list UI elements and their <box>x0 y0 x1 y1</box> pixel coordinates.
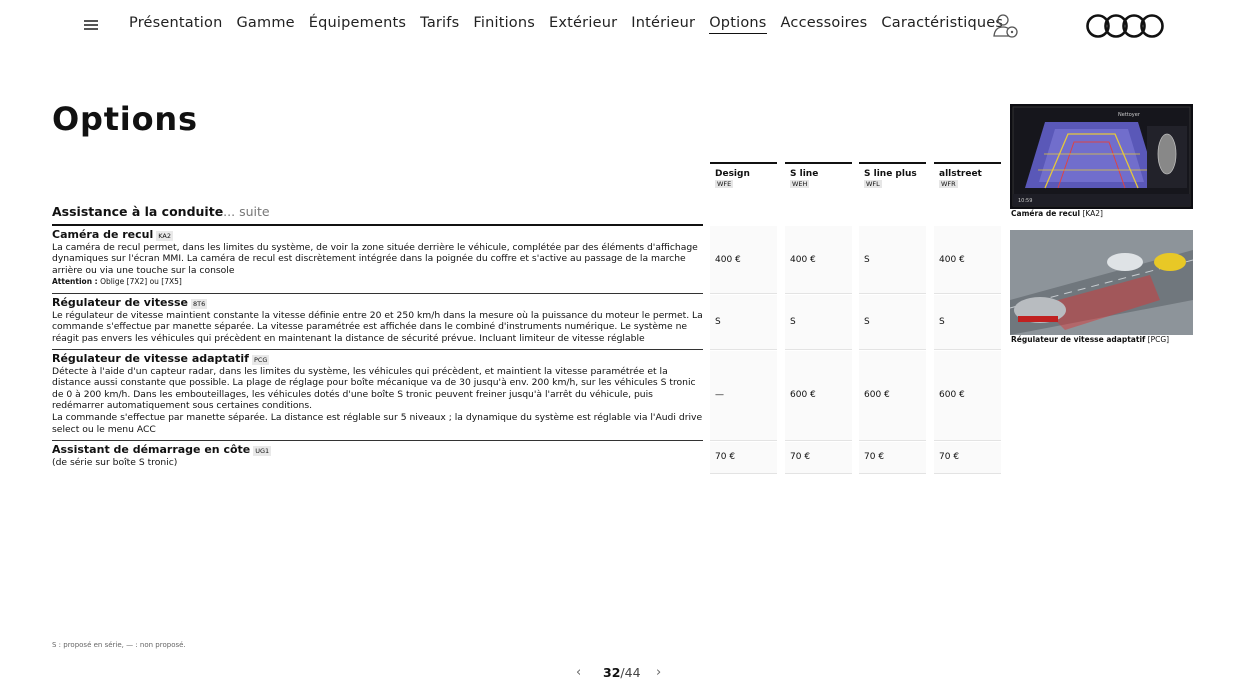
chevron-left-icon[interactable]: ‹ <box>576 665 582 680</box>
price-value: S <box>715 317 721 327</box>
price-cell <box>934 295 1001 350</box>
price-cell <box>785 226 852 294</box>
price-value: S <box>939 317 945 327</box>
column-header-design <box>710 162 777 193</box>
option-row-regulateur-vitesse <box>52 297 703 350</box>
price-value: S <box>864 317 870 327</box>
price-cell <box>710 226 777 294</box>
option-description: (de série sur boîte S tronic) <box>52 456 178 468</box>
option-description-2: La commande s'effectue par manette séparée. La distance est réglable sur 5 niveaux ; la dynamique du système est réglable via l'Audi drive select ou le menu ACC <box>52 411 703 435</box>
screen-label: Nettoyer <box>1118 112 1140 118</box>
price-cell <box>934 351 1001 441</box>
nav-item-options[interactable]: Options <box>709 15 766 34</box>
pagination <box>576 665 668 681</box>
price-cell <box>710 442 777 474</box>
price-cell <box>859 295 926 350</box>
option-attention <box>52 276 703 288</box>
price-cell <box>934 442 1001 474</box>
price-value: 600 € <box>790 390 816 400</box>
price-value: S <box>864 255 870 265</box>
price-value: 600 € <box>939 390 965 400</box>
nav-item-exterieur[interactable]: Extérieur <box>549 15 618 31</box>
column-label: allstreet <box>939 169 982 179</box>
caption-name: Caméra de recul <box>1011 209 1081 218</box>
price-value: 400 € <box>715 255 741 265</box>
option-description: Détecte à l'aide d'un capteur radar, dans les limites du système, les véhicules qui précèdent, et maintient la vitesse paramétrée et la distance aussi constante que possible. La plage de réglage pour boîte mécanique va de 30 jusqu'à env. 200 km/h, sur les véhicules S tronic de 0 à 200 km/h. Dans les embouteillages, les véhicules dotés d'une boîte S tronic peuvent freiner jusqu'à l'arrêt du véhicule, puis redémarrer automatiquement sous certaines conditions. <box>52 365 696 412</box>
price-value: 70 € <box>864 452 885 462</box>
option-code: UG1 <box>255 446 270 455</box>
price-cell <box>859 442 926 474</box>
nav-item-caracteristiques[interactable]: Caractéristiques <box>881 15 1004 31</box>
page-current: 32 <box>603 665 621 680</box>
column-header-s-line <box>785 162 852 193</box>
nav-menu <box>129 15 1017 34</box>
price-value: 400 € <box>790 255 816 265</box>
option-row-camera-recul <box>52 229 703 294</box>
price-cell <box>859 226 926 294</box>
chevron-right-icon[interactable]: › <box>656 665 662 680</box>
option-name: Régulateur de vitesse <box>52 296 189 309</box>
price-value: 70 € <box>790 452 811 462</box>
rear-camera-caption <box>1011 209 1103 218</box>
page-indicator <box>603 665 641 680</box>
option-description: Le régulateur de vitesse maintient constante la vitesse définie entre 20 et 250 km/h dans la mesure où la puissance du moteur le permet. La commande s'effectue par manette séparée. La vitesse paramétrée est affichée dans le combiné d'instruments numérique. Le système ne réagit pas envers les véhicules qui précèdent en maintenant la distance de sécurité prévue. Incluant limiteur de vitesse réglable <box>52 309 703 344</box>
column-label: S line plus <box>864 169 917 179</box>
caption-code: [KA2] <box>1082 209 1103 218</box>
section-divider <box>52 224 703 226</box>
footnote: S : proposé en série, — : non proposé. <box>52 641 186 649</box>
price-cell <box>934 226 1001 294</box>
nav-item-tarifs[interactable]: Tarifs <box>420 15 460 31</box>
nav-item-accessoires[interactable]: Accessoires <box>780 15 868 31</box>
price-value: — <box>715 390 724 400</box>
nav-item-equipements[interactable]: Équipements <box>308 15 407 31</box>
column-code: WFE <box>717 180 732 188</box>
section-title-text: Assistance à la conduite <box>52 204 224 219</box>
page-total: /44 <box>620 665 641 680</box>
nav-item-finitions[interactable]: Finitions <box>473 15 536 31</box>
price-cell <box>710 351 777 441</box>
option-row-demarrage-cote <box>52 444 703 470</box>
nav-item-gamme[interactable]: Gamme <box>236 15 295 31</box>
column-label: S line <box>790 169 819 179</box>
option-code: KA2 <box>158 231 172 240</box>
price-value: 400 € <box>939 255 965 265</box>
price-value: S <box>790 317 796 327</box>
section-title <box>52 204 270 219</box>
price-cell <box>785 351 852 441</box>
option-name: Assistant de démarrage en côte <box>52 443 251 456</box>
adaptive-cruise-caption <box>1011 335 1169 344</box>
caption-name: Régulateur de vitesse adaptatif <box>1011 335 1146 344</box>
nav-item-presentation[interactable]: Présentation <box>129 15 223 31</box>
caption-code: [PCG] <box>1147 335 1170 344</box>
column-header-allstreet <box>934 162 1001 193</box>
driver-icon[interactable] <box>990 12 1022 40</box>
column-code: WEH <box>792 180 808 188</box>
section-suffix: ... suite <box>223 204 270 219</box>
hamburger-icon[interactable] <box>84 20 98 30</box>
option-code: 8T6 <box>193 299 206 308</box>
page-title: Options <box>52 100 198 138</box>
price-cell <box>785 442 852 474</box>
screen-time: 10:59 <box>1018 198 1033 204</box>
price-value: 600 € <box>864 390 890 400</box>
price-cell <box>710 295 777 350</box>
top-navigation <box>0 0 1244 50</box>
column-code: WFL <box>866 180 880 188</box>
column-header-s-line-plus <box>859 162 926 193</box>
price-cell <box>785 295 852 350</box>
price-cell <box>859 351 926 441</box>
price-value: 70 € <box>939 452 960 462</box>
column-label: Design <box>715 169 750 179</box>
option-code: PCG <box>253 355 268 364</box>
option-row-regulateur-adaptatif <box>52 353 703 441</box>
adaptive-cruise-image <box>1010 230 1193 335</box>
column-code: WFR <box>941 180 956 188</box>
attention-text: Oblige [7X2] ou [7X5] <box>100 277 182 287</box>
option-name: Régulateur de vitesse adaptatif <box>52 352 249 365</box>
option-name: Caméra de recul <box>52 228 154 241</box>
rear-camera-image <box>1010 104 1193 209</box>
option-description: La caméra de recul permet, dans les limites du système, de voir la zone située derrière le véhicule, complétée par des éléments d'affichage dynamiques sur l'écran MMI. La caméra de recul est discrètement intégrée dans la poignée du coffre et s'active au passage de la marche arrière ou via une touche sur la console <box>52 241 698 276</box>
nav-item-interieur[interactable]: Intérieur <box>631 15 696 31</box>
audi-rings-logo[interactable] <box>1086 12 1164 40</box>
price-value: 70 € <box>715 452 736 462</box>
attention-label: Attention : <box>52 277 98 287</box>
